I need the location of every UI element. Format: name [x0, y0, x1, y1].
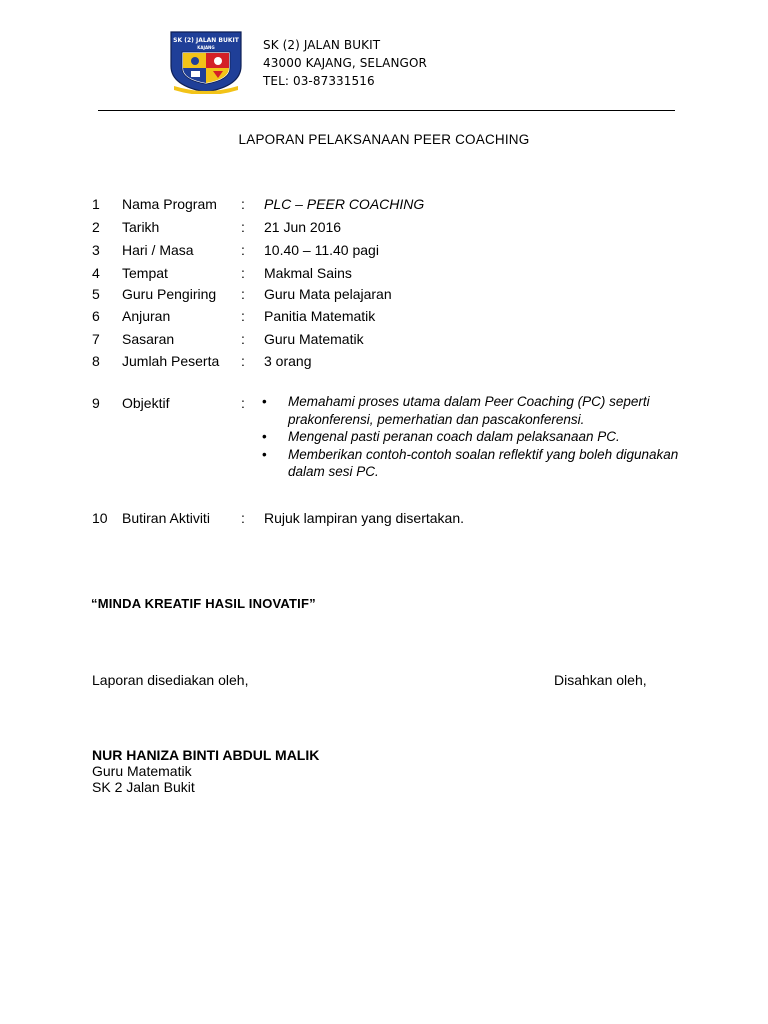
row-value: Panitia Matematik: [264, 308, 376, 324]
row-colon: :: [241, 331, 245, 347]
row-label: Guru Pengiring: [122, 286, 217, 302]
row-value: Rujuk lampiran yang disertakan.: [264, 510, 464, 526]
approved-by-label: Disahkan oleh,: [554, 672, 647, 688]
preparer-block: [92, 747, 319, 795]
row-label: Hari / Masa: [122, 242, 194, 258]
row-number: 6: [92, 308, 100, 324]
row-colon: :: [241, 265, 245, 281]
row-value: 10.40 – 11.40 pagi: [264, 242, 379, 258]
bullet-icon: •: [262, 446, 267, 462]
row-number: 8: [92, 353, 100, 369]
row-label: Tempat: [122, 265, 168, 281]
bullet-icon: •: [262, 394, 267, 409]
row-number: 3: [92, 242, 100, 258]
motto: “MINDA KREATIF HASIL INOVATIF”: [91, 596, 316, 611]
row-label: Anjuran: [122, 308, 171, 324]
row-number: 10: [92, 510, 108, 526]
row-number: 2: [92, 219, 100, 235]
row-value: 21 Jun 2016: [264, 219, 342, 235]
row-colon: :: [241, 353, 245, 369]
row-colon: :: [241, 219, 245, 235]
logo-text: SK (2) JALAN BUKIT: [173, 37, 239, 44]
objective-item: [262, 428, 682, 446]
row-colon: :: [241, 196, 245, 212]
row-label: Butiran Aktiviti: [122, 510, 210, 526]
header-divider: [98, 110, 675, 111]
row-label: Sasaran: [122, 331, 175, 347]
row-number: 7: [92, 331, 100, 347]
prepared-by-label: Laporan disediakan oleh,: [92, 672, 249, 688]
row-colon: :: [241, 308, 245, 324]
objective-item: [262, 446, 682, 481]
row-label: Nama Program: [122, 196, 217, 212]
row-value: Makmal Sains: [264, 265, 352, 281]
preparer-school: SK 2 Jalan Bukit: [92, 779, 195, 795]
row-label: Tarikh: [122, 219, 160, 235]
row-number: 9: [92, 395, 100, 411]
school-address: 43000 KAJANG, SELANGOR: [263, 56, 427, 70]
preparer-role: Guru Matematik: [92, 763, 192, 779]
row-value: Guru Matematik: [264, 331, 364, 347]
row-colon: :: [241, 242, 245, 258]
school-crest-logo: [168, 30, 244, 94]
objective-text: Memahami proses utama dalam Peer Coaching (PC) seperti prakonferensi, pemerhatian dan pascakonferensi.: [288, 394, 650, 427]
row-colon: :: [241, 395, 245, 411]
row-number: 4: [92, 265, 100, 281]
objective-item: [262, 393, 682, 428]
row-value: Guru Mata pelajaran: [264, 286, 392, 302]
objective-text: Memberikan contoh-contoh soalan reflektif yang boleh digunakan dalam sesi PC.: [288, 446, 679, 479]
row-number: 5: [92, 286, 100, 302]
row-label: Jumlah Peserta: [122, 353, 220, 369]
objective-text: Mengenal pasti peranan coach dalam pelaksanaan PC.: [288, 429, 620, 444]
objective-list: [262, 393, 682, 481]
school-address-block: [263, 36, 427, 90]
report-title: LAPORAN PELAKSANAAN PEER COACHING: [238, 132, 530, 147]
row-colon: :: [241, 510, 245, 526]
row-value: PLC – PEER COACHING: [264, 196, 425, 212]
row-colon: :: [241, 286, 245, 302]
row-value: 3 orang: [264, 353, 312, 369]
row-number: 1: [92, 196, 100, 212]
school-phone: TEL: 03-87331516: [263, 74, 375, 88]
bullet-icon: •: [262, 429, 267, 444]
school-name: SK (2) JALAN BUKIT: [263, 38, 381, 52]
row-label: Objektif: [122, 395, 170, 411]
preparer-name: NUR HANIZA BINTI ABDUL MALIK: [92, 747, 320, 763]
logo-subtext: KAJANG: [197, 45, 215, 50]
